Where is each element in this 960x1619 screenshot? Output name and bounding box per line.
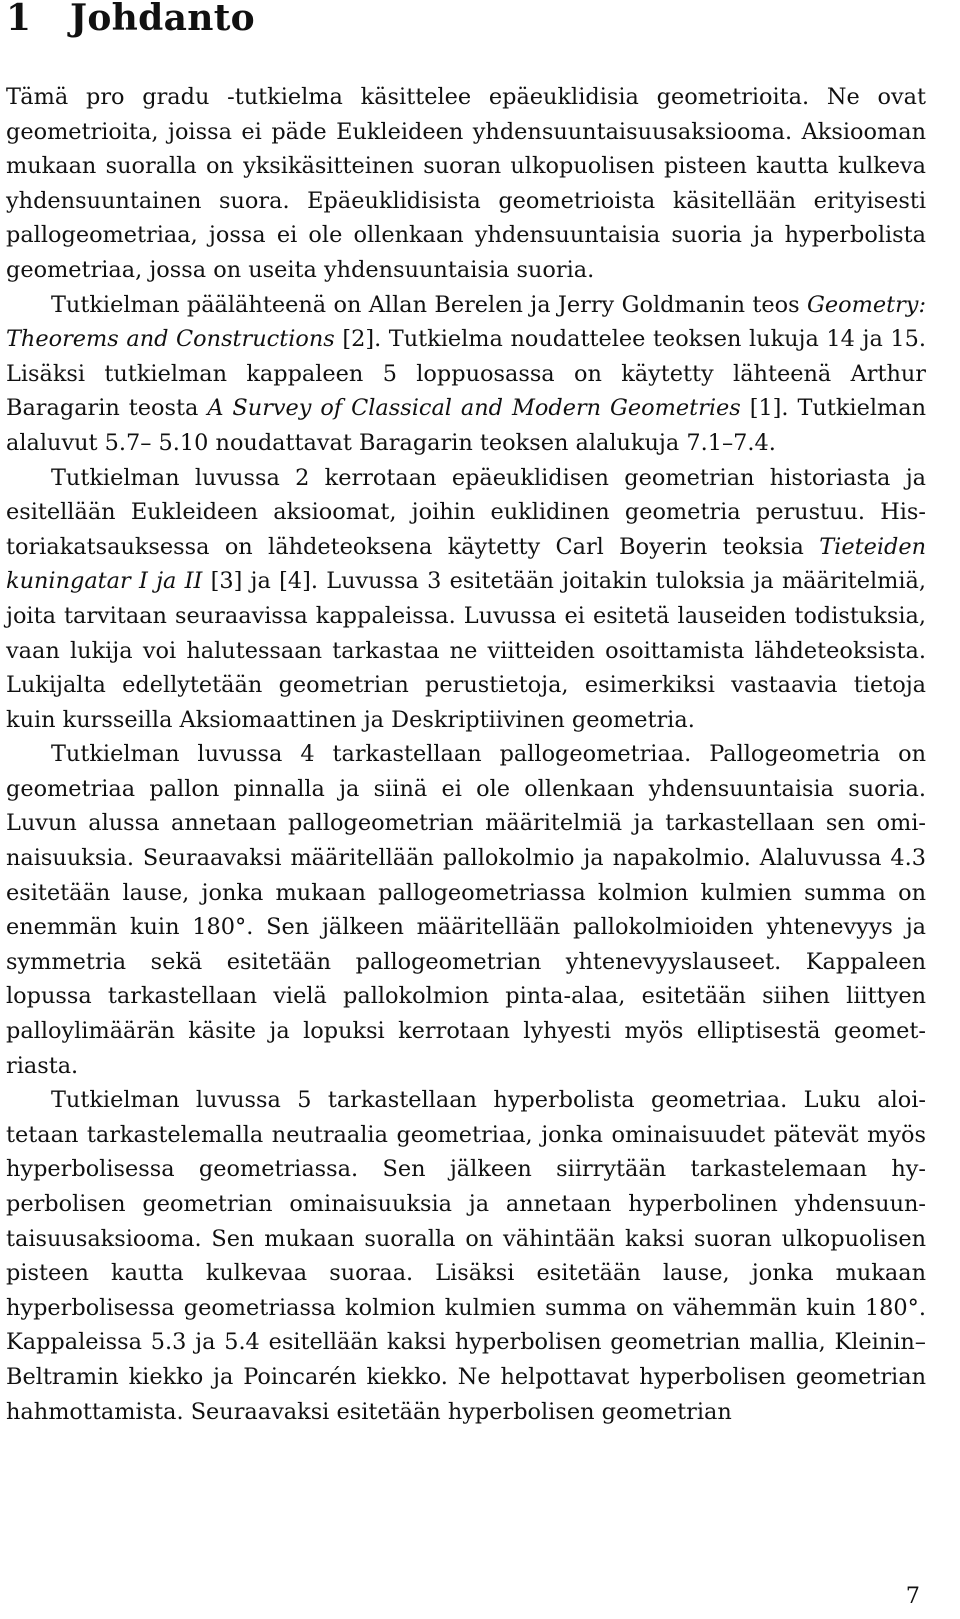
paragraph-intro xyxy=(6,80,926,288)
paragraph-text: [3] ja [4]. Luvussa 3 esitetään joitakin tuloksia ja määritelmiä, joita tarvitaan seuraavissa kappaleissa. Luvussa ei esitetä lauseiden todistuksia, vaan lukija voi halutessaan tarkastaa ne viitteiden osoittamista lähdeteoksista. Lukijalta edellytetään geometrian perustietoja, esimerkiksi vastaavia tietoja kuin kursseilla Aksiomaattinen ja Deskriptiivinen geometria. xyxy=(6,568,927,733)
book-title-italic: Geometry: Theorems and Constructions xyxy=(6,291,926,353)
paragraph-text: [1]. Tutkielman alaluvut 5.7– 5.10 noudattavat Baragarin teoksen alalukuja 7.1–7.4. xyxy=(6,395,926,456)
chapter-heading xyxy=(6,0,926,39)
paragraph-sources xyxy=(6,288,926,461)
chapter-title: Johdanto xyxy=(70,0,255,39)
paragraph-text: Tutkielman luvussa 2 kerrotaan epäeuklidisen geometrian historiasta ja esitellään Eukleideen aksioomat, joihin euklidinen geometria perustuu. Historiakatsauksessa on lähdeteoksena käytetty Carl Boyerin teoksia xyxy=(6,464,926,560)
paragraph-chapter-5 xyxy=(6,1083,926,1429)
paragraph-chapter-2-3 xyxy=(6,461,926,738)
book-title-italic: A Survey of Classical and Modern Geometries xyxy=(207,395,741,422)
page-number: 7 xyxy=(905,1583,920,1609)
paragraph-text: Tutkielman päälähteenä on Allan Berelen ja Jerry Goldmanin teos xyxy=(51,291,807,318)
chapter-number: 1 xyxy=(6,0,32,39)
paragraph-text: [2]. Tutkielma noudattelee teoksen lukuja 14 ja 15. Lisäksi tutkielman kappaleen 5 loppuosassa on käytetty lähteenä Arthur Baragarin teosta xyxy=(6,326,926,422)
document-page xyxy=(6,0,927,1609)
paragraph-text: Tämä pro gradu -tutkielma käsittelee epäeuklidisia geometrioita. Ne ovat geometrioita, joissa ei päde Eukleideen yhdensuuntaisuusaksiooma. Aksiooman mukaan suoralla on yksikäsitteinen suoran ulkopuolisen pisteen kautta kulkeva yhdensuuntainen suora. Epäeuklidisista geometrioista käsitellään erityisesti pallogeometriaa, jossa ei ole ollenkaan yhdensuuntaisia suoria ja hyperbolista geometriaa, jossa on useita yhdensuuntaisia suoria. xyxy=(6,84,926,283)
book-title-italic: Tieteiden kuningatar I ja II xyxy=(6,533,926,595)
paragraph-text: Tutkielman luvussa 4 tarkastellaan pallogeometriaa. Pallogeometria on geometriaa pallon pinnalla ja siinä ei ole ollenkaan yhdensuuntaisia suoria. Luvun alussa annetaan pallogeometrian määritelmiä ja tarkastellaan sen ominaisuuksia. Seuraavaksi määritellään pallokolmio ja napakolmio. Alaluvussa 4.3 esitetään lause, jonka mukaan pallogeometriassa kolmion kulmien summa on enemmän kuin 180°. Sen jälkeen määritellään pallokolmioiden yhtenevyys ja symmetria sekä esitetään pallogeometrian yhtenevyyslauseet. Kappaleen lopussa tarkastellaan vielä pallokolmion pinta-alaa, esitetään siihen liittyen palloylimäärän käsite ja lopuksi kerrotaan lyhyesti myös elliptisestä geometriasta. xyxy=(6,741,926,1079)
body-text xyxy=(6,80,926,1429)
paragraph-chapter-4 xyxy=(6,737,926,1083)
paragraph-text: Tutkielman luvussa 5 tarkastellaan hyperbolista geometriaa. Luku aloitetaan tarkastelemalla neutraalia geometriaa, jonka ominaisuudet pätevät myös hyperbolisessa geometriassa. Sen jälkeen siirrytään tarkastelemaan hyperbolisen geometrian ominaisuuksia ja annetaan hyperbolinen yhdensuuntaisuusaksiooma. Sen mukaan suoralla on vähintään kaksi suoran ulkopuolisen pisteen kautta kulkevaa suoraa. Lisäksi esitetään lause, jonka mukaan hyperbolisessa geometriassa kolmion kulmien summa on vähemmän kuin 180°. Kappaleissa 5.3 ja 5.4 esitellään kaksi hyperbolisen geometrian mallia, Kleinin–Beltramin kiekko ja Poincarén kiekko. Ne helpottavat hyperbolisen geometrian hahmottamista. Seuraavaksi esitetään hyperbolisen geometrian xyxy=(6,1087,926,1425)
